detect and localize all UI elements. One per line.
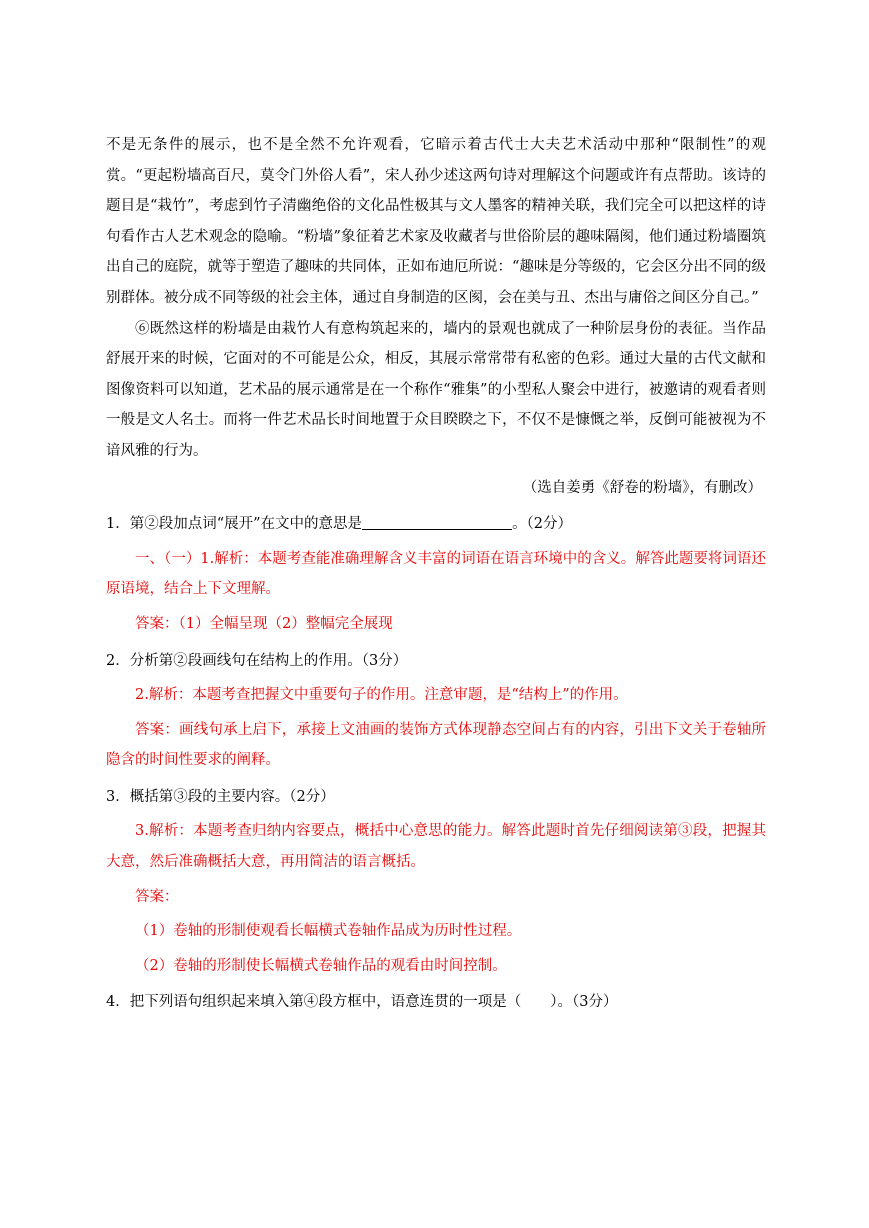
question-1-text: 1．第②段加点词“展开”在文中的意思是 bbox=[106, 516, 363, 533]
question-1-answer: 答案：（1）全幅呈现（2）整幅完全展现 bbox=[135, 615, 393, 632]
question-3-answer-item-2: （2）卷轴的形制使长幅横式卷轴作品的观看由时间控制。 bbox=[135, 957, 507, 974]
question-2-answer: 答案：画线句承上启下，承接上文油画的装饰方式体现静态空间占有的内容，引出下文关于卷轴所隐含的时间性要求的阐释。 bbox=[106, 721, 766, 769]
question-1-analysis: 一、（一）1.解析：本题考查能准确理解含义丰富的词语在语言环境中的含义。解答此题要将词语还原语境，结合上下文理解。 bbox=[106, 550, 766, 598]
question-1-points: 。（2分） bbox=[512, 516, 573, 533]
question-3: 3．概括第③段的主要内容。（2分） bbox=[106, 788, 335, 805]
passage-paragraph-5: 不是无条件的展示，也不是全然不允许观看，它暗示着古代士大夫艺术活动中那种“限制性”的观赏。“更起粉墙高百尺，莫令门外俗人看”，宋人孙少述这两句诗对理解这个问题或许有点帮助。该诗的题目是“栽竹”，考虑到竹子清幽绝俗的文化品性极其与文人墨客的精神关联，我们完全可以把这样的诗句看作古人艺术观念的隐喻。“粉墙”象征着艺术家及收藏者与世俗阶层的趣味隔阂，他们通过粉墙圈筑出自己的庭院，就等于塑造了趣味的共同体，正如布迪厄所说：“趣味是分等级的，它会区分出不同的级别群体。被分成不同等级的社会主体，通过自身制造的区阂，会在美与丑、杰出与庸俗之间区分自己。” bbox=[106, 137, 766, 306]
question-3-answer-label: 答案： bbox=[135, 888, 179, 905]
question-1 bbox=[106, 509, 766, 540]
passage-paragraph-6: ⑥既然这样的粉墙是由栽竹人有意构筑起来的，墙内的景观也就成了一种阶层身份的表征。当作品舒展开来的时候，它面对的不可能是公众，相反，其展示常常带有私密的色彩。通过大量的古代文献和图像资料可以知道，艺术品的展示通常是在一个称作“雅集”的小型私人聚会中进行，被邀请的观看者则一般是文人名士。而将一件艺术品长时间地置于众目睽睽之下，不仅不是慷慨之举，反倒可能被视为不谙风雅的行为。 bbox=[106, 320, 766, 459]
answer-blank[interactable] bbox=[362, 515, 512, 530]
question-3-answer-item-1: （1）卷轴的形制使观看长幅横式卷轴作品成为历时性过程。 bbox=[135, 923, 522, 940]
question-3-analysis: 3.解析：本题考查归纳内容要点，概括中心意思的能力。解答此题时首先仔细阅读第③段，把握其大意，然后准确概括大意，再用简洁的语言概括。 bbox=[106, 823, 766, 871]
question-2: 2．分析第②段画线句在结构上的作用。（3分） bbox=[106, 652, 408, 669]
document-page bbox=[106, 130, 766, 1018]
question-2-analysis: 2.解析：本题考查把握文中重要句子的作用。注意审题，是“结构上”的作用。 bbox=[135, 687, 628, 704]
question-4: 4．把下列语句组织起来填入第④段方框中，语意连贯的一项是（ ）。（3分） bbox=[106, 994, 618, 1011]
passage-source: （选自姜勇《舒卷的粉墙》，有删改） bbox=[522, 479, 762, 496]
